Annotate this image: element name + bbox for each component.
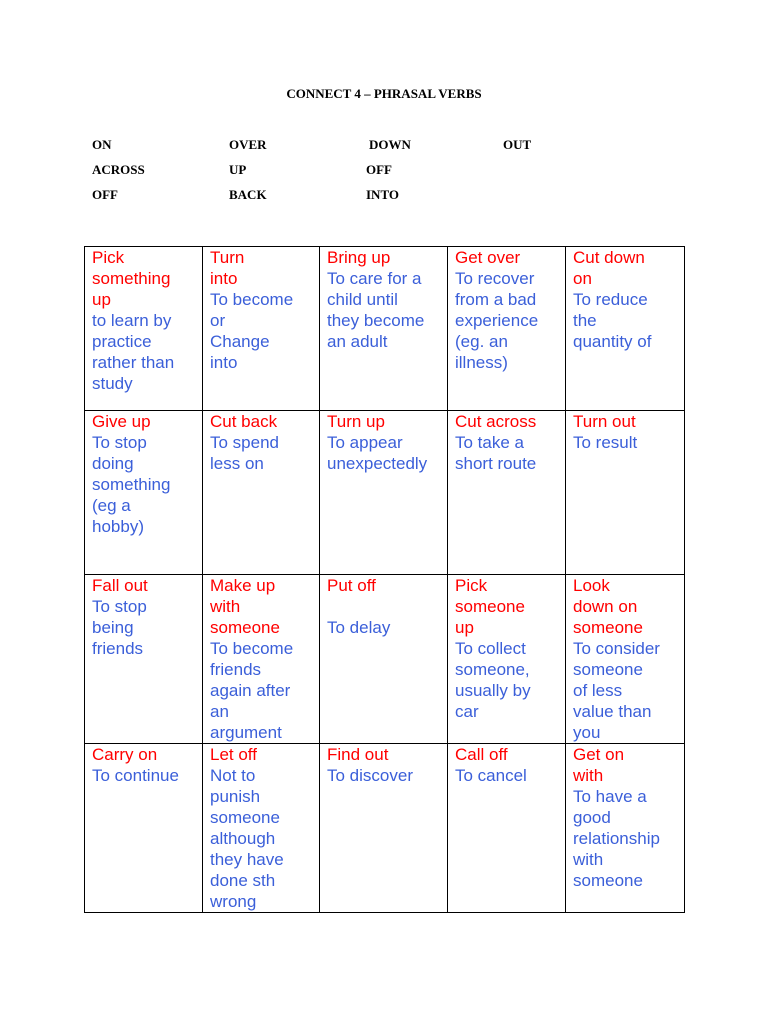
definition: To stop doing something (eg a hobby) <box>92 433 171 536</box>
grid-cell <box>203 575 320 744</box>
definition: To consider someone of less value than you <box>573 639 660 742</box>
grid-cell <box>320 247 448 411</box>
phrasal-verb: Fall out <box>92 576 148 595</box>
table-row <box>85 411 685 575</box>
grid-cell <box>320 575 448 744</box>
definition: To collect someone, usually by car <box>455 639 531 721</box>
definition: To care for a child until they become an adult <box>327 269 425 351</box>
word-bank-item: OFF <box>92 187 118 202</box>
definition: Not to punish someone although they have done sth wrong <box>210 766 284 911</box>
definition: To take a short route <box>455 433 537 473</box>
page-title: CONNECT 4 – PHRASAL VERBS <box>286 86 482 101</box>
definition: To appear unexpectedly <box>327 433 428 473</box>
word-bank-item: OUT <box>503 137 532 152</box>
phrasal-verb: Turn up <box>327 412 385 431</box>
grid-cell <box>566 247 685 411</box>
grid-cell <box>566 411 685 575</box>
definition: To stop being friends <box>92 597 147 658</box>
definition: To continue <box>92 766 179 785</box>
grid-cell <box>203 247 320 411</box>
definition: To cancel <box>455 766 527 785</box>
phrasal-verb: Pick something up <box>92 248 171 309</box>
grid-cell <box>85 575 203 744</box>
phrasal-verb: Carry on <box>92 745 158 764</box>
word-bank-item: UP <box>229 162 247 177</box>
grid-cell <box>320 411 448 575</box>
grid-cell <box>448 744 566 913</box>
phrasal-verb: Put off <box>327 576 376 595</box>
grid-cell <box>85 744 203 913</box>
word-bank-item: INTO <box>366 187 399 202</box>
table-row <box>85 575 685 744</box>
phrasal-verb: Make up with someone <box>210 576 280 637</box>
table-row <box>85 247 685 411</box>
grid-cell <box>448 411 566 575</box>
phrasal-verb: Give up <box>92 412 151 431</box>
definition: To discover <box>327 766 413 785</box>
grid-cell <box>85 411 203 575</box>
definition: To become or Change into <box>210 290 294 372</box>
definition: To have a good relationship with someone <box>573 787 660 890</box>
phrasal-verb: Find out <box>327 745 389 764</box>
phrasal-verb: Get over <box>455 248 521 267</box>
definition: to learn by practice rather than study <box>92 311 175 393</box>
grid-cell <box>203 744 320 913</box>
word-bank-item: OFF <box>366 162 392 177</box>
grid-cell <box>85 247 203 411</box>
definition: To delay <box>327 618 391 637</box>
grid-cell <box>566 744 685 913</box>
phrasal-verb: Bring up <box>327 248 391 267</box>
definition: To recover from a bad experience (eg. an illness) <box>455 269 539 372</box>
phrasal-verb: Turn into <box>210 248 245 288</box>
phrasal-verb: Turn out <box>573 412 636 431</box>
phrasal-verb: Cut across <box>455 412 537 431</box>
word-bank-item: ON <box>92 137 112 152</box>
definition: To result <box>573 433 638 452</box>
grid-cell <box>320 744 448 913</box>
grid-cell <box>203 411 320 575</box>
phrasal-verb: Look down on someone <box>573 576 643 637</box>
word-bank-item: OVER <box>229 137 267 152</box>
grid-cell <box>448 575 566 744</box>
phrasal-verb: Pick someone up <box>455 576 525 637</box>
word-bank-item: BACK <box>229 187 267 202</box>
phrasal-verb: Get on with <box>573 745 625 785</box>
phrasal-verb: Cut down on <box>573 248 645 288</box>
definition: To spend less on <box>210 433 279 473</box>
definition: To become friends again after an argument <box>210 639 294 742</box>
grid-cell <box>448 247 566 411</box>
phrasal-verb: Call off <box>455 745 508 764</box>
table-row <box>85 744 685 913</box>
word-bank-item: DOWN <box>369 137 411 152</box>
word-bank-item: ACROSS <box>92 162 145 177</box>
definition: To reduce the quantity of <box>573 290 652 351</box>
phrasal-verb: Let off <box>210 745 257 764</box>
grid-cell <box>566 575 685 744</box>
phrasal-verbs-grid <box>84 246 685 913</box>
phrasal-verb: Cut back <box>210 412 278 431</box>
